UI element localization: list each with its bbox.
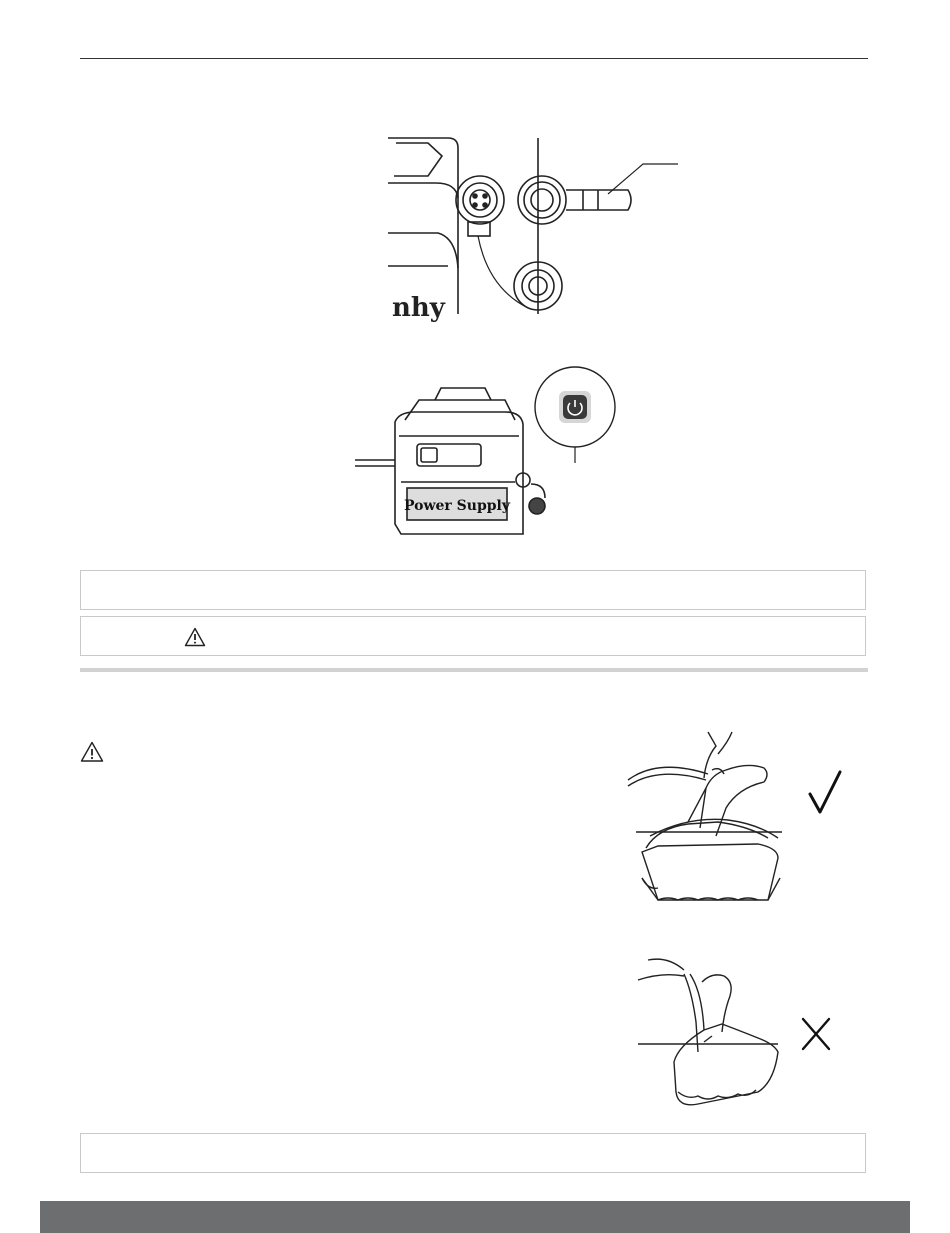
check-icon bbox=[808, 770, 842, 816]
cross-icon bbox=[800, 1016, 832, 1052]
note-box-1 bbox=[80, 570, 866, 610]
power-supply-label: Power Supply bbox=[403, 498, 511, 514]
warning-icon bbox=[80, 741, 104, 763]
power-button-callout bbox=[533, 365, 623, 465]
correct-lifting-illustration bbox=[628, 728, 788, 908]
warning-icon bbox=[184, 627, 206, 647]
note-box-2 bbox=[80, 616, 866, 656]
incorrect-lifting-illustration bbox=[638, 952, 788, 1112]
footer-bar bbox=[40, 1201, 910, 1233]
top-rule bbox=[80, 58, 868, 59]
connector-brand-fragment: nhy bbox=[392, 293, 445, 323]
section-separator bbox=[80, 668, 868, 672]
note-box-3 bbox=[80, 1133, 866, 1173]
connector-illustration bbox=[388, 138, 688, 323]
